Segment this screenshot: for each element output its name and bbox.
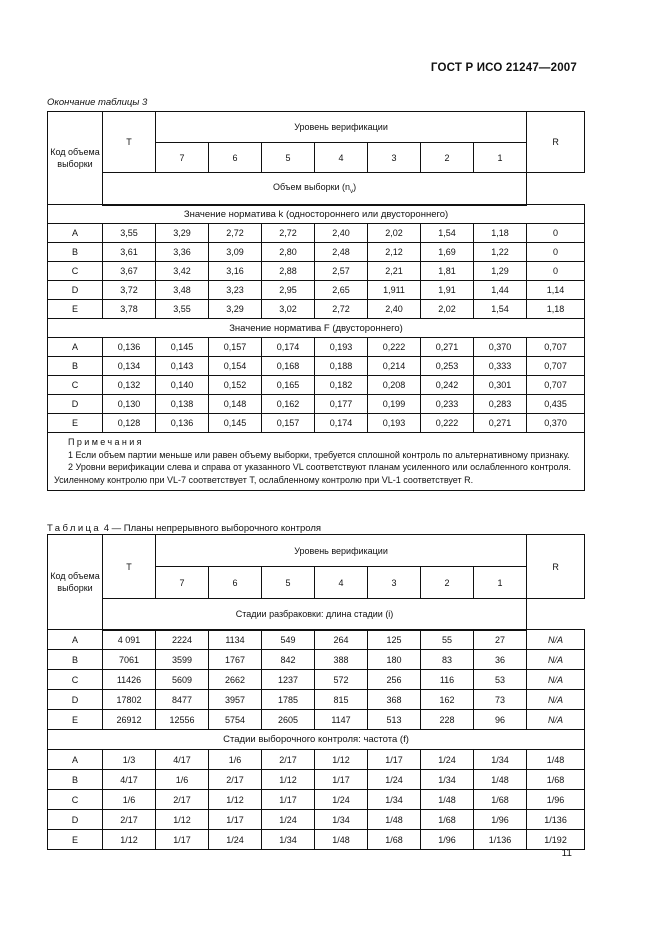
table-cell: 3,29 <box>156 224 209 243</box>
level-4: 4 <box>315 143 368 173</box>
table-cell: 0,370 <box>527 414 585 433</box>
table-cell: 0,222 <box>421 414 474 433</box>
section-k-title: Значение норматива k (одностороннего или двустороннего) <box>48 205 585 224</box>
table-cell: 0,154 <box>209 357 262 376</box>
table-row <box>48 414 585 433</box>
table-row <box>48 300 585 319</box>
table-cell: 2/17 <box>262 750 315 770</box>
table-cell: 1/6 <box>209 750 262 770</box>
row-code-cell: A <box>48 224 103 243</box>
table-cell: 1767 <box>209 650 262 670</box>
table-cell: 1/96 <box>474 810 527 830</box>
table-row <box>48 670 585 690</box>
table-cell: 11426 <box>103 670 156 690</box>
col-header-code: Код объема выборки <box>48 535 103 630</box>
table-cell: 572 <box>315 670 368 690</box>
table-cell: 0,707 <box>527 357 585 376</box>
table-cell: 0,208 <box>368 376 421 395</box>
table-cell: 2,02 <box>421 300 474 319</box>
table-cell: 1,91 <box>421 281 474 300</box>
level-5: 5 <box>262 567 315 599</box>
table-row <box>48 710 585 730</box>
table-cell: 0,370 <box>474 338 527 357</box>
table-cell: 1/24 <box>368 770 421 790</box>
table-cell: 2,72 <box>209 224 262 243</box>
table-cell: 1785 <box>262 690 315 710</box>
table-cell: 3,29 <box>209 300 262 319</box>
table-cell: 2,80 <box>262 243 315 262</box>
table-row <box>48 750 585 770</box>
table-cell: 0,145 <box>156 338 209 357</box>
table-cell: 0,214 <box>368 357 421 376</box>
table-cell: 0,136 <box>103 338 156 357</box>
table-row <box>48 224 585 243</box>
table-cell: N/A <box>527 630 585 650</box>
table-cell: 2/17 <box>209 770 262 790</box>
level-7: 7 <box>156 143 209 173</box>
table-cell: 5609 <box>156 670 209 690</box>
table-cell: 1/24 <box>262 810 315 830</box>
table-cell: N/A <box>527 670 585 690</box>
table-cell: 1/3 <box>103 750 156 770</box>
table-cell: 1/6 <box>156 770 209 790</box>
table-cell: 0,130 <box>103 395 156 414</box>
table-cell: 1/34 <box>262 830 315 850</box>
level-2: 2 <box>421 143 474 173</box>
table-cell: N/A <box>527 710 585 730</box>
table-cell: 0,193 <box>315 338 368 357</box>
table-cell: 228 <box>421 710 474 730</box>
table-cell: 0,242 <box>421 376 474 395</box>
table-row <box>48 395 585 414</box>
table-row <box>48 650 585 670</box>
table-cell: 1/12 <box>156 810 209 830</box>
col-header-T: T <box>103 112 156 173</box>
row-code-cell: E <box>48 414 103 433</box>
level-5: 5 <box>262 143 315 173</box>
table-cell: 116 <box>421 670 474 690</box>
table-cell: 1/34 <box>421 770 474 790</box>
table-cell: 2,21 <box>368 262 421 281</box>
table-cell: 1/12 <box>209 790 262 810</box>
table-cell: 0,271 <box>421 338 474 357</box>
table-cell: 2662 <box>209 670 262 690</box>
row-code-cell: C <box>48 670 103 690</box>
table-cell: 180 <box>368 650 421 670</box>
table-cell: 0,136 <box>156 414 209 433</box>
table-cell: 1/48 <box>368 810 421 830</box>
row-code-cell: A <box>48 630 103 650</box>
page-number: 11 <box>561 848 572 859</box>
table-cell: 3,67 <box>103 262 156 281</box>
level-6: 6 <box>209 143 262 173</box>
level-2: 2 <box>421 567 474 599</box>
table-cell: 3,55 <box>103 224 156 243</box>
table-cell: 0,435 <box>527 395 585 414</box>
table3 <box>47 111 585 491</box>
table-cell: 1/192 <box>527 830 585 850</box>
table-cell: 842 <box>262 650 315 670</box>
table-cell: 1,29 <box>474 262 527 281</box>
table-cell: 1/96 <box>527 790 585 810</box>
table-row <box>48 690 585 710</box>
table-cell: 26912 <box>103 710 156 730</box>
table-cell: 1/68 <box>368 830 421 850</box>
table-cell: 1/48 <box>421 790 474 810</box>
table-cell: 1/6 <box>103 790 156 810</box>
table-row <box>48 338 585 357</box>
table-cell: 3,61 <box>103 243 156 262</box>
table-cell: N/A <box>527 690 585 710</box>
table-cell: 1237 <box>262 670 315 690</box>
table-cell: 2,72 <box>262 224 315 243</box>
row-code-cell: A <box>48 338 103 357</box>
table-cell: 96 <box>474 710 527 730</box>
table-cell: 0,174 <box>262 338 315 357</box>
section-f-rows <box>48 750 585 850</box>
table4 <box>47 534 585 850</box>
table-cell: 1/12 <box>315 750 368 770</box>
table-cell: 549 <box>262 630 315 650</box>
row-code-cell: C <box>48 262 103 281</box>
table-row <box>48 243 585 262</box>
table-cell: 256 <box>368 670 421 690</box>
level-6: 6 <box>209 567 262 599</box>
table-cell: 0 <box>527 224 585 243</box>
table-cell: 1/48 <box>527 750 585 770</box>
table-cell: 0,177 <box>315 395 368 414</box>
table-cell: 1/48 <box>315 830 368 850</box>
table-cell: 1/24 <box>315 790 368 810</box>
table-cell: 1,54 <box>474 300 527 319</box>
row-code-cell: D <box>48 690 103 710</box>
table-cell: 0,333 <box>474 357 527 376</box>
table-cell: 0,148 <box>209 395 262 414</box>
table-cell: 27 <box>474 630 527 650</box>
level-1: 1 <box>474 567 527 599</box>
table-cell: 2,57 <box>315 262 368 281</box>
table-cell: 1/48 <box>474 770 527 790</box>
table-cell: 17802 <box>103 690 156 710</box>
table-cell: 3599 <box>156 650 209 670</box>
table-cell: 815 <box>315 690 368 710</box>
table-cell: 0,134 <box>103 357 156 376</box>
row-code-cell: D <box>48 395 103 414</box>
table-cell: 2,88 <box>262 262 315 281</box>
row-code-cell: B <box>48 770 103 790</box>
table-cell: 1,69 <box>421 243 474 262</box>
table-cell: 0,199 <box>368 395 421 414</box>
col-header-R: R <box>527 112 585 173</box>
table-cell: 368 <box>368 690 421 710</box>
table-cell: 73 <box>474 690 527 710</box>
table-row <box>48 790 585 810</box>
table-cell: 1/12 <box>262 770 315 790</box>
table-cell: 1/34 <box>315 810 368 830</box>
level-header: Уровень верификации <box>156 112 527 143</box>
table-cell: 513 <box>368 710 421 730</box>
table-cell: 1,44 <box>474 281 527 300</box>
table-cell: 0,707 <box>527 376 585 395</box>
table-cell: 3,02 <box>262 300 315 319</box>
level-3: 3 <box>368 143 421 173</box>
table-cell: 264 <box>315 630 368 650</box>
table-cell: 3,36 <box>156 243 209 262</box>
table-cell: 1/68 <box>421 810 474 830</box>
table-cell: 0,128 <box>103 414 156 433</box>
table-cell: 0,140 <box>156 376 209 395</box>
table-cell: 1/24 <box>209 830 262 850</box>
table-cell: 162 <box>421 690 474 710</box>
table-cell: 1/34 <box>474 750 527 770</box>
table-cell: 2,12 <box>368 243 421 262</box>
table-cell: 1,22 <box>474 243 527 262</box>
table-cell: 1/136 <box>474 830 527 850</box>
table-cell: 0,193 <box>368 414 421 433</box>
table-cell: 1/68 <box>474 790 527 810</box>
table-cell: 0,143 <box>156 357 209 376</box>
table-cell: 0,152 <box>209 376 262 395</box>
note-2: 2 Уровни верификации слева и справа от указанного VL соответствуют планам усиленного или ослабленного контроля. Усиленному контролю при VL-7 соответствует T, ослабленному контролю при VL-1 соответствует R. <box>54 462 571 485</box>
level-header: Уровень верификации <box>156 535 527 567</box>
table-cell: 1,81 <box>421 262 474 281</box>
table-cell: 7061 <box>103 650 156 670</box>
section-i-rows <box>48 630 585 730</box>
table-cell: 1/136 <box>527 810 585 830</box>
col-header-T: T <box>103 535 156 599</box>
table-cell: 2/17 <box>103 810 156 830</box>
table-cell: 8477 <box>156 690 209 710</box>
table-cell: 0,707 <box>527 338 585 357</box>
table-cell: 2224 <box>156 630 209 650</box>
table-cell: 0,165 <box>262 376 315 395</box>
table-row <box>48 630 585 650</box>
table-row <box>48 770 585 790</box>
level-1: 1 <box>474 143 527 173</box>
table-cell: 53 <box>474 670 527 690</box>
table-cell: 125 <box>368 630 421 650</box>
table-cell: 0,283 <box>474 395 527 414</box>
table-cell: 1/17 <box>262 790 315 810</box>
table-cell: 0,253 <box>421 357 474 376</box>
row-code-cell: E <box>48 710 103 730</box>
table-cell: 0,301 <box>474 376 527 395</box>
table-row <box>48 830 585 850</box>
table-cell: 3,78 <box>103 300 156 319</box>
table-cell: 1,18 <box>474 224 527 243</box>
sample-size-header: Объем выборки $(n_v)$ <box>103 173 527 205</box>
row-code-cell: D <box>48 281 103 300</box>
table-cell: 3,16 <box>209 262 262 281</box>
col-header-code: Код объема выборки <box>48 112 103 205</box>
table-cell: 1/17 <box>156 830 209 850</box>
table-cell: 4 091 <box>103 630 156 650</box>
notes-title: Примечания <box>68 437 144 447</box>
table-cell: 3957 <box>209 690 262 710</box>
table-cell: 2605 <box>262 710 315 730</box>
row-code-cell: C <box>48 790 103 810</box>
table-cell: 83 <box>421 650 474 670</box>
level-4: 4 <box>315 567 368 599</box>
row-code-cell: B <box>48 357 103 376</box>
section-f-title: Стадии выборочного контроля: частота (f) <box>48 730 585 750</box>
table-cell: 0,188 <box>315 357 368 376</box>
table-row <box>48 281 585 300</box>
note-1: 1 Если объем партии меньше или равен объему выборки, требуется сплошной контроль по альтернативному признаку. <box>68 449 570 460</box>
table-cell: 2/17 <box>156 790 209 810</box>
table-row <box>48 376 585 395</box>
table-cell: 3,23 <box>209 281 262 300</box>
section-k-rows <box>48 224 585 319</box>
table-cell: 0,138 <box>156 395 209 414</box>
row-code-cell: B <box>48 650 103 670</box>
table-cell: 1,54 <box>421 224 474 243</box>
table-cell: 1/34 <box>368 790 421 810</box>
row-code-cell: B <box>48 243 103 262</box>
table-cell: 1/24 <box>421 750 474 770</box>
table-cell: 3,09 <box>209 243 262 262</box>
row-code-cell: D <box>48 810 103 830</box>
table-cell: 1/12 <box>103 830 156 850</box>
table-cell: 3,48 <box>156 281 209 300</box>
row-code-cell: E <box>48 300 103 319</box>
table-row <box>48 262 585 281</box>
table-cell: 1/68 <box>527 770 585 790</box>
row-code-cell: C <box>48 376 103 395</box>
table-cell: 3,55 <box>156 300 209 319</box>
table-cell: 2,72 <box>315 300 368 319</box>
table3-caption: Окончание таблицы 3 <box>47 97 148 108</box>
table-cell: 0 <box>527 262 585 281</box>
table-cell: 388 <box>315 650 368 670</box>
table-cell: 0,174 <box>315 414 368 433</box>
table-cell: 0,168 <box>262 357 315 376</box>
table-cell: 0,233 <box>421 395 474 414</box>
table-cell: 4/17 <box>103 770 156 790</box>
table-cell: 1/17 <box>315 770 368 790</box>
table-cell: 1147 <box>315 710 368 730</box>
table-cell: 1,911 <box>368 281 421 300</box>
table-cell: 5754 <box>209 710 262 730</box>
table-cell: N/A <box>527 650 585 670</box>
row-code-cell: E <box>48 830 103 850</box>
table-cell: 2,95 <box>262 281 315 300</box>
table-cell: 1/96 <box>421 830 474 850</box>
table-cell: 0,222 <box>368 338 421 357</box>
table-cell: 3,72 <box>103 281 156 300</box>
table-cell: 2,02 <box>368 224 421 243</box>
table-cell: 12556 <box>156 710 209 730</box>
level-7: 7 <box>156 567 209 599</box>
table-cell: 2,40 <box>315 224 368 243</box>
table-cell: 0,132 <box>103 376 156 395</box>
notes <box>48 433 585 491</box>
table-cell: 4/17 <box>156 750 209 770</box>
table-cell: 1,14 <box>527 281 585 300</box>
table-cell: 0,157 <box>262 414 315 433</box>
table-cell: 3,42 <box>156 262 209 281</box>
table-cell: 0,271 <box>474 414 527 433</box>
table-cell: 1/17 <box>368 750 421 770</box>
table-cell: 1134 <box>209 630 262 650</box>
section-F-title: Значение норматива F (двустороннего) <box>48 319 585 338</box>
table-row <box>48 357 585 376</box>
level-3: 3 <box>368 567 421 599</box>
table-cell: 2,40 <box>368 300 421 319</box>
document-header: ГОСТ Р ИСО 21247—2007 <box>430 62 577 74</box>
table-cell: 2,65 <box>315 281 368 300</box>
table-cell: 36 <box>474 650 527 670</box>
table-cell: 0 <box>527 243 585 262</box>
stage-length-header: Стадии разбраковки: длина стадии (i) <box>103 599 527 630</box>
table-cell: 0,162 <box>262 395 315 414</box>
row-code-cell: A <box>48 750 103 770</box>
table4-caption: Таблица 4 — Планы непрерывного выборочного контроля <box>47 523 322 534</box>
table-cell: 0,157 <box>209 338 262 357</box>
table-cell: 1,18 <box>527 300 585 319</box>
table-cell: 1/17 <box>209 810 262 830</box>
table-cell: 2,48 <box>315 243 368 262</box>
table-row <box>48 810 585 830</box>
table-cell: 0,182 <box>315 376 368 395</box>
col-header-R: R <box>527 535 585 599</box>
table-cell: 55 <box>421 630 474 650</box>
section-F-rows <box>48 338 585 433</box>
table-cell: 0,145 <box>209 414 262 433</box>
